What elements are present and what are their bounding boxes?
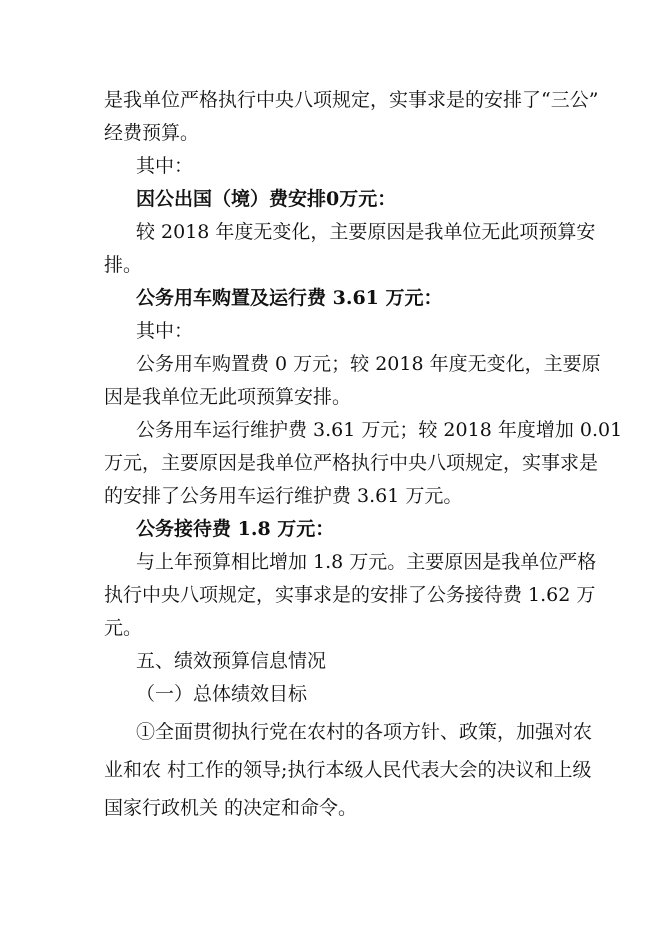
- text-line: 因是我单位无此项预算安排。: [104, 386, 352, 408]
- text-line: 较 2018 年度无变化，主要原因是我单位无此项预算安: [136, 221, 596, 243]
- text-line: 的安排了公务用车运行维护费 3.61 万元。: [104, 485, 463, 507]
- section-heading: 公务用车购置及运行费 3.61 万元：: [136, 287, 443, 309]
- text-line: 经费预算。: [104, 122, 200, 144]
- text-line: 业和农 村工作的领导;执行本级人民代表大会的决议和上级: [104, 759, 592, 781]
- text-line: 公务用车运行维护费 3.61 万元；较 2018 年度增加 0.01: [136, 419, 623, 441]
- subsection-heading: （一）总体绩效目标: [136, 683, 308, 705]
- section-heading: 五、绩效预算信息情况: [136, 650, 327, 672]
- text-line: 排。: [104, 254, 143, 276]
- section-heading: 因公出国（境）费安排0万元：: [136, 188, 397, 210]
- text-line: 其中：: [136, 320, 194, 342]
- text-line: 其中：: [136, 155, 194, 177]
- section-heading: 公务接待费 1.8 万元：: [136, 518, 335, 540]
- text-line: 国家行政机关 的决定和命令。: [104, 797, 358, 819]
- text-line: 与上年预算相比增加 1.8 万元。主要原因是我单位严格: [136, 551, 597, 573]
- text-line: 是我单位严格执行中央八项规定，实事求是的安排了“三公”: [104, 89, 599, 111]
- text-line: 执行中央八项规定，实事求是的安排了公务接待费 1.62 万: [104, 584, 596, 606]
- text-line: ①全面贯彻执行党在农村的各项方针、政策，加强对农: [136, 721, 593, 743]
- text-line: 公务用车购置费 0 万元；较 2018 年度无变化，主要原: [136, 353, 601, 375]
- text-line: 元。: [104, 617, 143, 639]
- text-line: 万元，主要原因是我单位严格执行中央八项规定，实事求是: [104, 452, 599, 474]
